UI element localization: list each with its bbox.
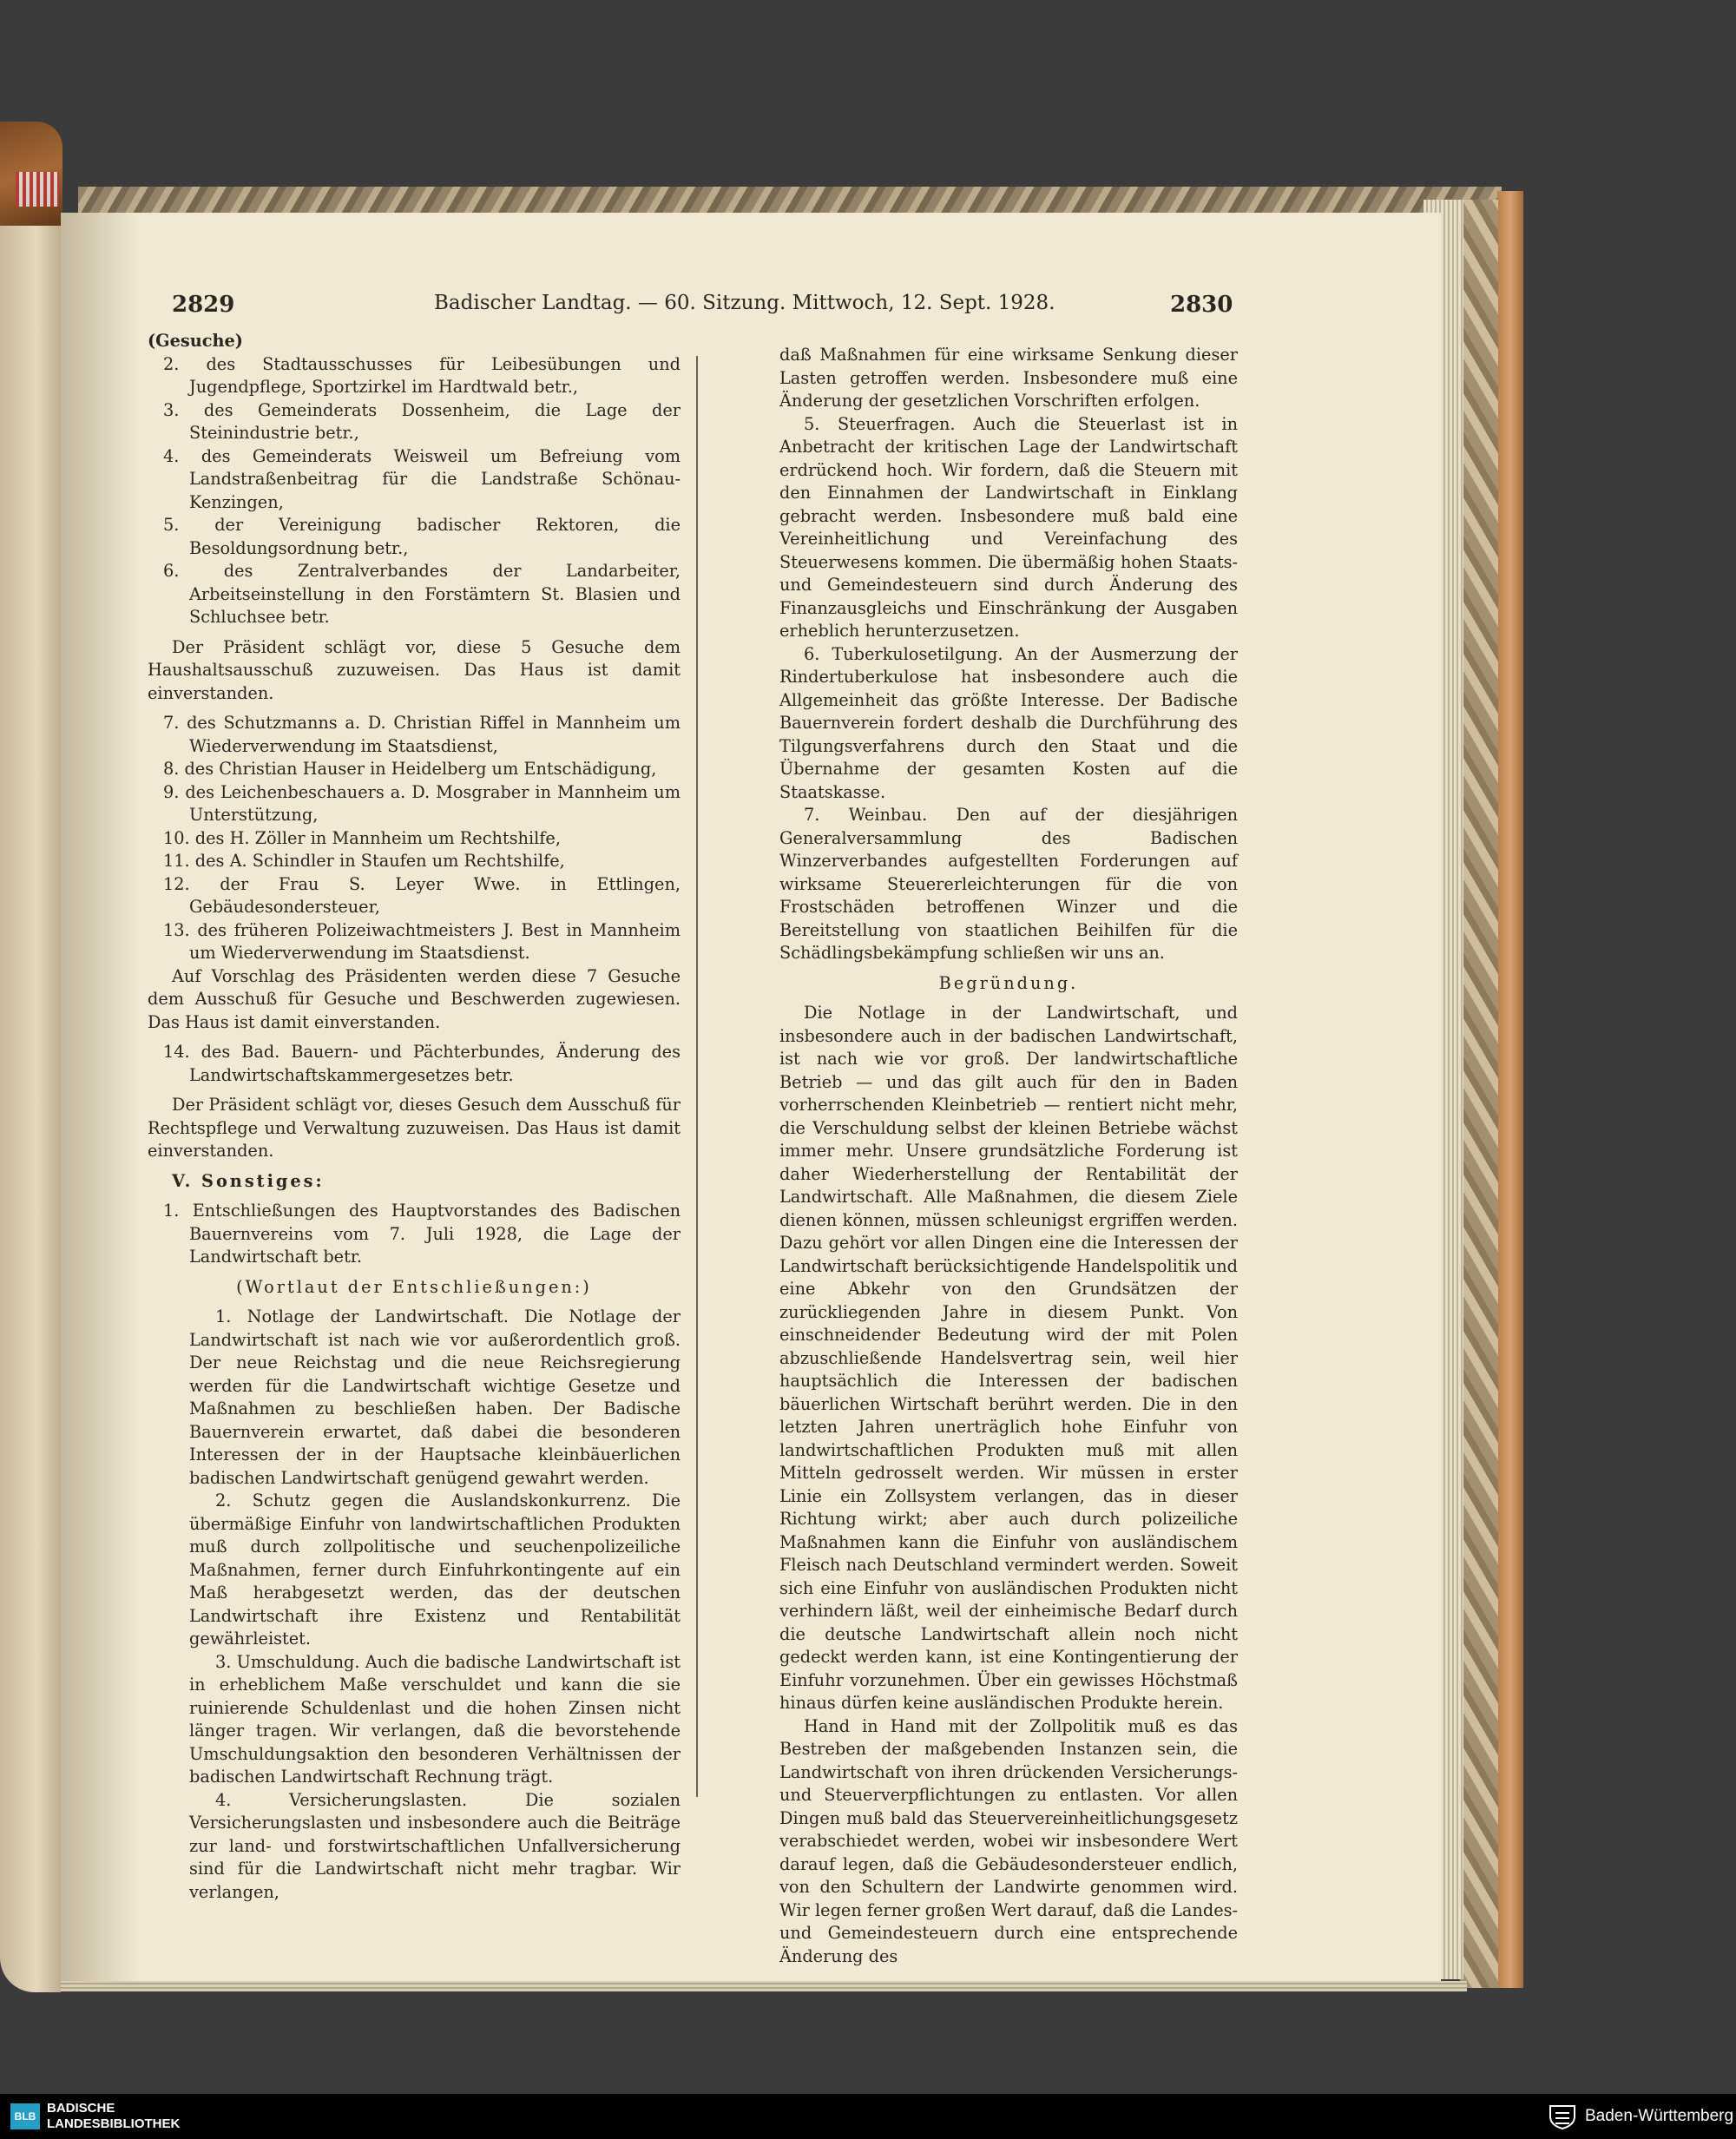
petition-item: 6. des Zentralverbandes der Landarbeiter, Arbeitseinstellung in den Forstämtern St. Blasien und Schluchsee betr. [163, 561, 681, 627]
wortlaut-heading: (Wortlaut der Entschließungen:) [236, 1276, 592, 1297]
paragraph: daß Maßnahmen für eine wirksame Senkung dieser Lasten getroffen werden. Insbesondere muß eine Änderung der gesetzlichen Vorschriften erfolgen. [779, 345, 1238, 411]
petition-item: 4. des Gemeinderats Weisweil um Befreiung vom Landstraßenbeitrag für die Landstraße Schönau-Kenzingen, [163, 445, 681, 512]
book-cover-edge [1497, 191, 1523, 1988]
blb-logo[interactable]: BLB [10, 2103, 40, 2129]
running-header: Badischer Landtag. — 60. Sitzung. Mittwoch, 12. Sept. 1928. [434, 292, 1055, 314]
petition-item: 9. des Leichenbeschauers a. D. Mosgraber in Mannheim um Unterstützung, [163, 781, 681, 825]
state-label[interactable]: Baden-Württemberg [1585, 2107, 1734, 2125]
paragraph: Auf Vorschlag des Präsidenten werden diese 7 Gesuche dem Ausschuß für Gesuche und Beschwerden zugewiesen. Das Haus ist damit einverstanden. [148, 965, 681, 1032]
section-label: (Gesuche) [148, 331, 243, 351]
library-name-line1: BADISCHE [47, 2101, 115, 2116]
petition-item: 2. des Stadtausschusses für Leibesübungen und Jugendpflege, Sportzirkel im Hardtwald betr., [163, 353, 681, 397]
section-heading: V. Sonstiges: [172, 1170, 325, 1191]
petition-item: 5. der Vereinigung badischer Rektoren, die Besoldungsordnung betr., [163, 515, 681, 558]
gutter-shadow [61, 213, 139, 1984]
petition-item: 11. des A. Schindler in Staufen um Rechtshilfe, [163, 851, 565, 871]
petition-item: 3. des Gemeinderats Dossenheim, die Lage der Steinindustrie betr., [163, 399, 681, 443]
petition-item: 14. des Bad. Bauern- und Pächterbundes, Änderung des Landwirtschaftskammergesetzes betr. [163, 1042, 681, 1085]
library-name[interactable] [47, 2101, 180, 2132]
marbled-top-edge [78, 187, 1502, 214]
left-page-edge [0, 187, 61, 1992]
library-name-line2: LANDESBIBLIOTHEK [47, 2116, 181, 2131]
resolution-point: 1. Notlage der Landwirtschaft. Die Notlage der Landwirtschaft ist nach wie vor außerordentlich groß. Der neue Reichstag und die neue Reichsregierung werden für die Landwirtschaft wichtige Gesetze und Maßnahmen zu beschließen haben. Der Badische Bauernverein erwartet, daß dabei die besonderen Interessen der in der Hauptsache kleinbäuerlichen badischen Landwirtschaft genügend gewahrt werden. [189, 1306, 681, 1488]
page-bottom-edge [61, 1981, 1467, 1991]
coat-of-arms-icon [1545, 2103, 1580, 2130]
right-column [779, 344, 1238, 1968]
resolution-point: 2. Schutz gegen die Auslandskonkurrenz. Die übermäßige Einfuhr von landwirtschaftlichen Produkten muß durch zollpolitische und seuchenpolizeiliche Maßnahmen, ferner durch Einfuhrkontingente auf ein Maß herabgesetzt werden, das der deutschen Landwirtschaft ihre Existenz und Rentabilität gewährleistet. [189, 1491, 681, 1649]
resolution-item: 1. Entschließungen des Hauptvorstandes des Badischen Bauernvereins vom 7. Juli 1928, die Lage der Landwirtschaft betr. [163, 1201, 681, 1267]
resolution-point: 4. Versicherungslasten. Die sozialen Versicherungslasten und insbesondere auch die Beiträge zur land- und forstwirtschaftlichen Unfallversicherung sind für die Landwirtschaft nicht mehr tragbar. Wir verlangen, [189, 1789, 681, 1902]
begruendung-heading: Begründung. [938, 972, 1079, 993]
headband [16, 172, 59, 207]
petition-item: 10. des H. Zöller in Mannheim um Rechtshilfe, [163, 827, 561, 848]
left-column [148, 330, 681, 1904]
page-number-right: 2830 [1170, 292, 1233, 318]
marbled-fore-edge [1460, 200, 1498, 1988]
petition-item: 13. des früheren Polizeiwachtmeisters J. Best in Mannheim um Wiederverwendung im Staatsdienst. [163, 919, 681, 963]
petition-item: 8. des Christian Hauser in Heidelberg um Entschädigung, [163, 759, 657, 779]
column-divider [696, 356, 698, 1797]
paragraph: Der Präsident schlägt vor, diese 5 Gesuche dem Haushaltsausschuß zuzuweisen. Das Haus ist damit einverstanden. [148, 636, 681, 703]
petition-item: 7. des Schutzmanns a. D. Christian Riffel in Mannheim um Wiederverwendung im Staatsdienst, [163, 713, 681, 756]
paragraph: Der Präsident schlägt vor, dieses Gesuch dem Ausschuß für Rechtspflege und Verwaltung zuzuweisen. Das Haus ist damit einverstanden. [148, 1095, 681, 1161]
paragraph: Hand in Hand mit der Zollpolitik muß es das Bestreben der maßgebenden Instanzen sein, die Landwirtschaft von ihren drückenden Versicherungs- und Steuerverpflichtungen zu entlasten. Vor allen Dingen muß bald das Steuervereinheitlichungsgesetz verabschiedet werden, wobei wir insbesondere Wert darauf legen, daß die Gebäudesondersteuer endlich, von den Schultern der Landwirte genommen wird. Wir legen ferner großen Wert darauf, daß die Landes- und Gemeindesteuern durch eine entsprechende Änderung des [779, 1715, 1239, 1966]
paragraph: Die Notlage in der Landwirtschaft, und insbesondere auch in der badischen Landwirtschaft, ist nach wie vor groß. Der landwirtschaftliche Betrieb — und das gilt auch für den in Baden vorherrschenden Kleinbetrieb — rentiert nicht mehr, die Verschuldung selbst der kleinen Betriebe wächst immer mehr. Unsere grundsätzliche Forderung ist daher Wiederherstellung der Rentabilität der Landwirtschaft. Alle Maßnahmen, die diesem Ziele dienen können, müssen schleunigst ergriffen werden. Dazu gehört vor allen Dingen eine die Interessen der Landwirtschaft berücksichtigende Handelspolitik und eine Abkehr von den Grundsätzen der zurückliegenden Jahre in diesem Punkt. Von einschneidender Bedeutung wird der mit Polen abzuschließende Handelsvertrag sein, weil hier hauptsächlich die Interessen der badischen bäuerlichen Wirtschaft berührt werden. Die in den letzten Jahren unerträglich hohe Einfuhr von landwirtschaftlichen Produkten muß mit allen Mitteln gedrosselt werden. Wir müssen in erster Linie ein Zollsystem verlangen, das in dieser Richtung wirkt; aber auch durch polizeiliche Maßnahmen kann die Einfuhr von ausländischem Fleisch nach Deutschland vermindert werden. Soweit sich eine Einfuhr von ausländischen Produkten nicht verhindern läßt, weil der einheimische Bedarf durch die deutsche Landwirtschaft allein noch nicht gedeckt werden kann, ist eine Kontingentierung der Einfuhr vorzunehmen. Über ein gewisses Höchstmaß hinaus dürfen keine ausländischen Produkte herein. [779, 1003, 1238, 1713]
petition-item: 12. der Frau S. Leyer Wwe. in Ettlingen, Gebäudesondersteuer, [163, 873, 681, 917]
resolution-point: 6. Tuberkulosetilgung. An der Ausmerzung der Rindertuberkulose hat insbesondere auch die Allgemeinheit das größte Interesse. Der Badische Bauernverein fordert deshalb die Durchführung des Tilgungsverfahrens durch den Staat und die Übernahme der gesamten Kosten auf die Staatskasse. [779, 643, 1238, 802]
resolution-point: 5. Steuerfragen. Auch die Steuerlast ist in Anbetracht der kritischen Lage der Landwirtschaft erdrückend hoch. Wir fordern, daß die Steuern mit den Einnahmen der Landwirtschaft in Einklang gebracht werden. Insbesondere muß bald eine Vereinheitlichung und Vereinfachung des Steuerwesens kommen. Die übermäßig hohen Staats- und Gemeindesteuern sind durch Änderung des Finanzausgleichs und Einschränkung der Ausgaben erheblich herunterzusetzen. [779, 413, 1238, 641]
page-number-left: 2829 [172, 292, 235, 318]
resolution-point: 3. Umschuldung. Auch die badische Landwirtschaft ist in erheblichem Maße verschuldet und kann die sie ruinierende Schuldenlast und die hohen Zinsen nicht länger tragen. Wir verlangen, daß die bevorstehende Umschuldungsaktion den besonderen Verhältnissen der badischen Landwirtschaft Rechnung trägt. [189, 1651, 681, 1787]
resolution-point: 7. Weinbau. Den auf der diesjährigen Generalversammlung des Badischen Winzerverbandes aufgestellten Forderungen auf wirksame Steuererleichterungen für die von Frostschäden betroffenen Winzer und die Bereitstellung von staatlichen Beihilfen für die Schädlingsbekämpfung schließen wir uns an. [779, 805, 1238, 963]
footer-bar [0, 2094, 1736, 2139]
